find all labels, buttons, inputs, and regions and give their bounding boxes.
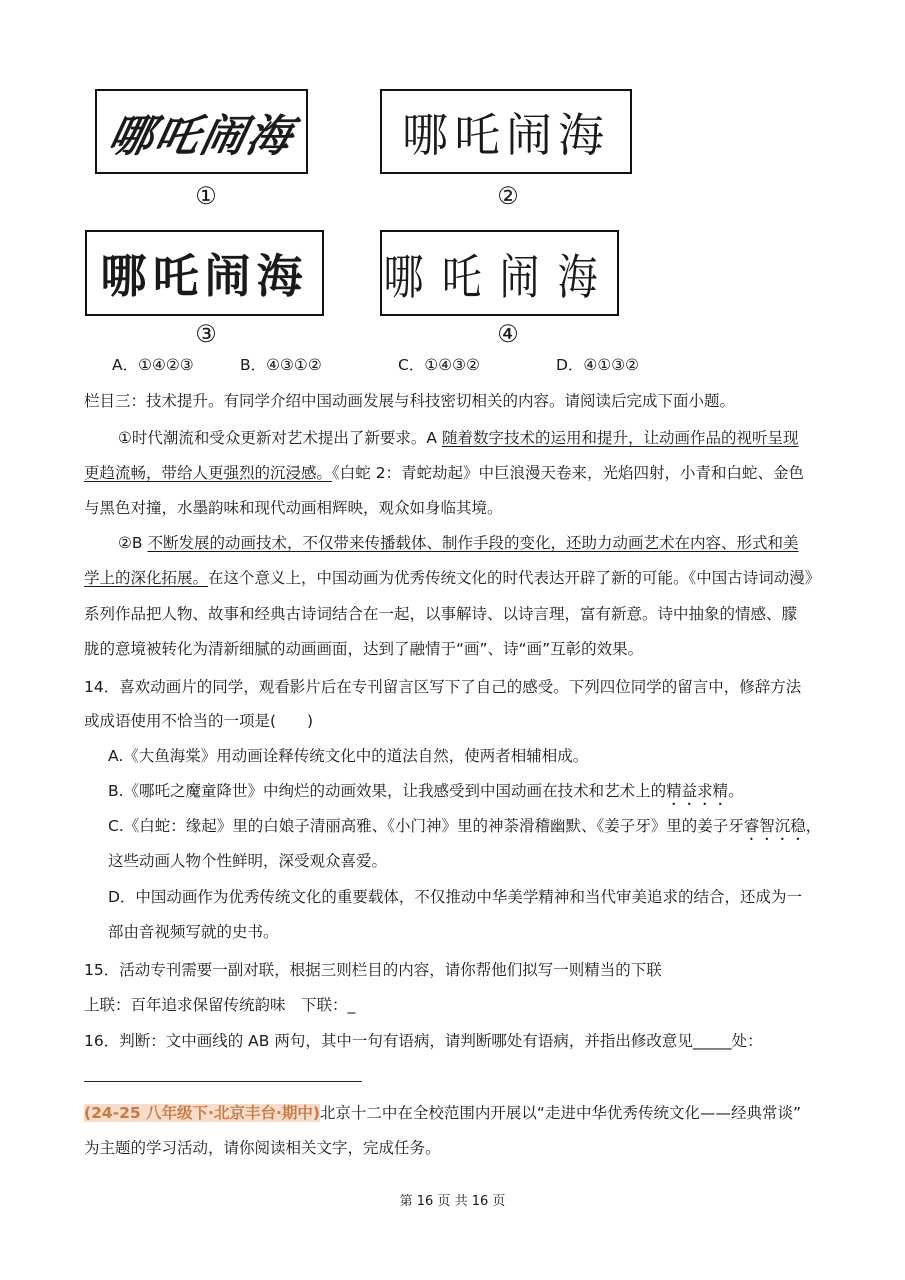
- para1-underline-a1: 随着数字技术的运用和提升，让动画作品的视听呈现: [441, 429, 799, 447]
- q14-option-a: A.《大鱼海棠》用动画诠释传统文化中的道法自然，使两者相辅相成。: [108, 747, 589, 765]
- calligraphy-label-3: ③: [195, 320, 217, 348]
- calligraphy-box-3: [85, 230, 324, 316]
- next-section-line2: 为主题的学习活动，请你阅读相关文字，完成任务。: [84, 1139, 441, 1157]
- para1-line2: [84, 463, 804, 483]
- next-section-line1: [84, 1103, 801, 1123]
- calligraphy-label-4: ④: [497, 320, 519, 348]
- calligraphy-text-2: 哪吒闹海: [402, 107, 610, 162]
- calligraphy-text-4: 哪吒闹海: [383, 249, 616, 305]
- page-footer: 第 16 页 共 16 页: [399, 1194, 506, 1209]
- calligraphy-box-4: [380, 230, 619, 316]
- q14-option-b-end: 。: [728, 782, 744, 800]
- q14-option-d-2: 部由音视频写就的史书。: [108, 923, 279, 941]
- para2-line4: 胧的意境被转化为清新细腻的动画画面，达到了融情于“画”、诗“画”互彰的效果。: [84, 640, 644, 658]
- q14-option-b: [108, 781, 744, 809]
- calligraphy-text-1: 哪吒闹海: [103, 110, 298, 162]
- q14-option-b-text: B.《哪吒之魔童降世》中绚烂的动画效果，让我感受到中国动画在技术和艺术上的: [108, 782, 667, 800]
- option-c: C．①④③②: [398, 356, 480, 374]
- q14-option-c-text: C.《白蛇：缘起》里的白娘子清丽高雅、《小门神》里的神荼滑稽幽默、《姜子牙》里的姜子牙: [108, 817, 744, 835]
- para1-rest1: 《白蛇 2：青蛇劫起》中巨浪漫天卷来，光焰四射，小青和白蛇、金色: [332, 464, 805, 482]
- option-a: A．①④②③: [112, 356, 194, 374]
- calligraphy-box-1: [95, 89, 308, 174]
- para2-rest1: 在这个意义上，中国动画为优秀传统文化的时代表达开辟了新的可能。《中国古诗词动漫》: [208, 569, 821, 587]
- q14-option-c-idiom: 睿智沉稳: [743, 817, 806, 835]
- calligraphy-text-3: 哪吒闹海: [100, 249, 309, 303]
- q14-option-b-idiom: 精益求精: [666, 782, 729, 800]
- option-b: B．④③①②: [240, 356, 322, 374]
- para2-line1: [118, 533, 798, 553]
- para2-line3: 系列作品把人物、故事和经典古诗词结合在一起，以事解诗、以诗言理，富有新意。诗中抽象的情感、朦: [84, 605, 798, 623]
- q14-option-c-end: ，: [805, 817, 822, 835]
- para2-lead: ②B: [118, 534, 148, 552]
- answer-blank-line: [84, 1081, 362, 1082]
- q14-option-c-2: 这些动画人物个性鲜明，深受观众喜爱。: [108, 852, 388, 870]
- q15-stem: 15．活动专刊需要一副对联，根据三则栏目的内容，请你帮他们拟写一则精当的下联: [84, 961, 662, 979]
- option-d: D．④①③②: [556, 356, 640, 374]
- para1-lead: ①时代潮流和受众更新对艺术提出了新要求。A: [118, 429, 442, 447]
- q14-option-c: [108, 816, 821, 844]
- q15-couplet: 上联：百年追求保留传统韵味 下联：_: [84, 996, 356, 1014]
- q14-option-d-1: D．中国动画作为优秀传统文化的重要载体，不仅推动中华美学精神和当代审美追求的结合，还成为一: [108, 888, 802, 906]
- para1-line1: [118, 428, 798, 448]
- q14-stem-2: 或成语使用不恰当的一项是( ): [84, 712, 314, 730]
- calligraphy-label-2: ②: [497, 182, 519, 210]
- section3-intro: 栏目三：技术提升。有同学介绍中国动画发展与科技密切相关的内容。请阅读后完成下面小题。: [84, 392, 736, 410]
- next-section-text1: 北京十二中在全校范围内开展以“走进中华优秀传统文化——经典常谈”: [319, 1104, 801, 1122]
- para2-underline-b2: 学上的深化拓展。: [84, 569, 209, 587]
- q14-stem-1: 14．喜欢动画片的同学，观看影片后在专刊留言区写下了自己的感受。下列四位同学的留言中，修辞方法: [84, 678, 802, 696]
- para2-underline-b1: 不断发展的动画技术，不仅带来传播载体、制作手段的变化，还助力动画艺术在内容、形式和美: [147, 534, 799, 552]
- calligraphy-box-2: [380, 89, 632, 174]
- para1-underline-a2: 更趋流畅，带给人更强烈的沉浸感。: [84, 464, 333, 482]
- para2-line2: [84, 568, 820, 588]
- source-tag: (24-25 八年级下·北京丰台·期中): [84, 1104, 320, 1122]
- q16-stem: 16．判断：文中画线的 AB 两句，其中一句有语病，请判断哪处有语病，并指出修改意见_____处：: [84, 1032, 763, 1050]
- calligraphy-label-1: ①: [195, 182, 217, 210]
- para1-line3: 与黑色对撞，水墨韵味和现代动画相辉映，观众如身临其境。: [84, 499, 503, 517]
